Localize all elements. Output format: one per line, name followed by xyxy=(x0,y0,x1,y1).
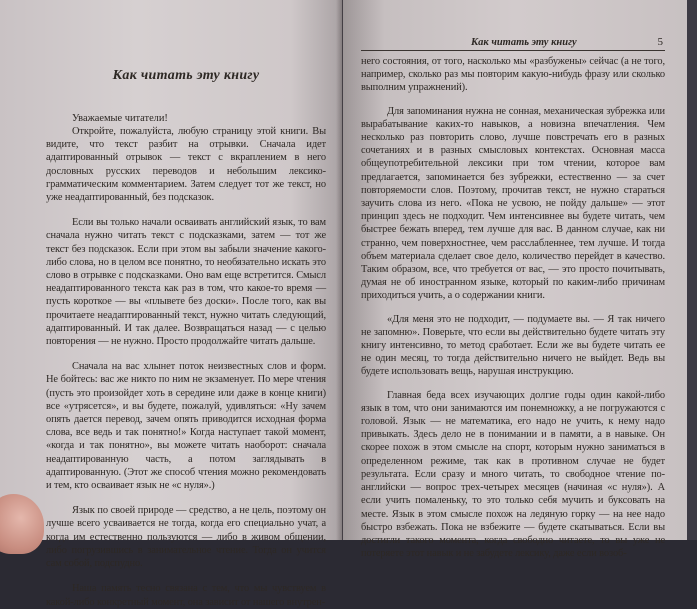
page-number: 5 xyxy=(657,36,663,48)
paragraph: Язык по своей природе — средство, а не цель, поэтому он лучше всего усваивается не тогда, когда его специально учат, а когда им естественно пользуются — либо в живом общении, либо погрузившись в занимательное чтение. Тогда он учится сам собой, подспудно. xyxy=(46,505,326,570)
paragraph: Главная беда всех изучающих долгие годы один какой-либо язык в том, что они занимаются им понемножку, а не погружаются с головой. Язык — не математика, его надо не учить, к нему надо привыкать. Здесь дело не в понимании и в памяти, а в навыке. Он скорее похож в этом смысле на спорт, которым нужно заниматься в определенном режиме, так как в противном случае не будет результата. Если сразу и много читать, то свободное чтение по-английски — вопрос трех-четырех месяцев (начиная «с нуля»). А если учить помаленьку, то это только себя мучить и буксовать на месте. Язык в этом смысле похож на ледяную горку — на нее надо быстро взбежать. Пока не взбежите — будете скатываться. Если вы достигли такого момента, когда свободно читаете, то вы уже не потеряете этот навык и не забудете лексику, даже если возоб- xyxy=(361,389,665,560)
left-page xyxy=(0,0,342,608)
paragraph: Наша память тесно связана с тем, что мы чувствуем в какой-либо конкретный момент, она зависит от нашего внутрен- xyxy=(46,583,326,608)
greeting: Уважаемые читатели! xyxy=(72,113,168,124)
paragraph: Если вы только начали осваивать английский язык, то вам сначала нужно читать текст с подсказками, затем — тот же текст без подсказок. Если при этом вы забыли значение какого-либо слова, но в целом все понятно, то необязательно искать это слово в отрывке с подсказками. Оно вам еще встретится. Смысл неадаптированного текста как раз в том, что какое-то время — пусть короткое — вы «плывете без доски». После того, как вы прочитаете неадаптированный текст, нужно читать следующий, адаптированный. И так далее. Возвращаться назад — с целью повторения — не нужно. Просто продолжайте читать дальше. xyxy=(46,217,326,348)
running-head: Как читать эту книгу xyxy=(471,37,577,48)
running-header xyxy=(361,36,665,51)
paragraph: Откройте, пожалуйста, любую страницу этой книги. Вы видите, что текст разбит на отрывки. Сначала идет адаптированный отрывок — текст с вкраплением в него дословных русских переводов и небольшим лексико-грамматическим комментарием. Затем следует тот же текст, но уже неадаптированный, без подсказок. xyxy=(46,126,326,204)
paragraph: «Для меня это не подходит, — подумаете вы. — Я так ничего не запомню». Поверьте, что если вы действительно будете читать эту книгу интенсивно, то метод сработает. Если же вы будете читать ее не один месяц, то тогда действительно ничего не выйдет. Ведь вы будете использовать вещь, нарушая инструкцию. xyxy=(361,313,665,378)
background-edge xyxy=(687,0,697,540)
right-page xyxy=(343,0,687,560)
continued-paragraph: него состояния, от того, насколько мы «разбужены» сейчас (а не того, например, сколько раз мы повторим какую-нибудь фразу или сколько выполним упражнений). xyxy=(361,56,665,94)
chapter-title: Как читать эту книгу xyxy=(112,68,260,83)
paragraph: Для запоминания нужна не сонная, механическая зубрежка или вырабатывание каких-то навыков, а новизна впечатления. Чем несколько раз повторить слово, лучше повстречать его в разных сочетаниях и в разных смысловых контекстах. Основная масса общеупотребительной лексики при том чтении, которое вам предлагается, запоминается без зубрежки, естественно — за счет повторяемости слов. Поэтому, прочитав текст, не нужно стараться заучить слова из него. «Пока не усвою, не пойду дальше» — этот принцип здесь не подходит. Чем интенсивнее вы будете читать, чем быстрее бежать вперед, тем лучше для вас. В данном случае, как ни странно, чем поверхностнее, чем расслабленнее, тем лучше. И тогда объем материала сделает свое дело, количество перейдет в качество. Таким образом, все, что требуется от вас, — это просто почитывать, думая не об иностранном языке, который по каким-либо причинам приходиться учить, а о содержании книги. xyxy=(361,105,665,302)
paragraph: Сначала на вас хлынет поток неизвестных слов и форм. Не бойтесь: вас же никто по ним не экзаменует. По мере чтения (пусть это произойдет хоть в середине или даже в конце книги) все «утрясется», и вы будете, пожалуй, удивляться: «Ну зачем опять дается перевод, зачем опять приводится исходная форма слова, все ведь и так понятно!» Когда наступает такой момент, «когда и так понятно», вы можете читать наоборот: сначала неадаптированную часть, а потом заглядывать в адаптированную. (Этот же способ чтения можно рекомендовать и тем, кто осваивает язык не «с нуля».) xyxy=(46,361,326,492)
